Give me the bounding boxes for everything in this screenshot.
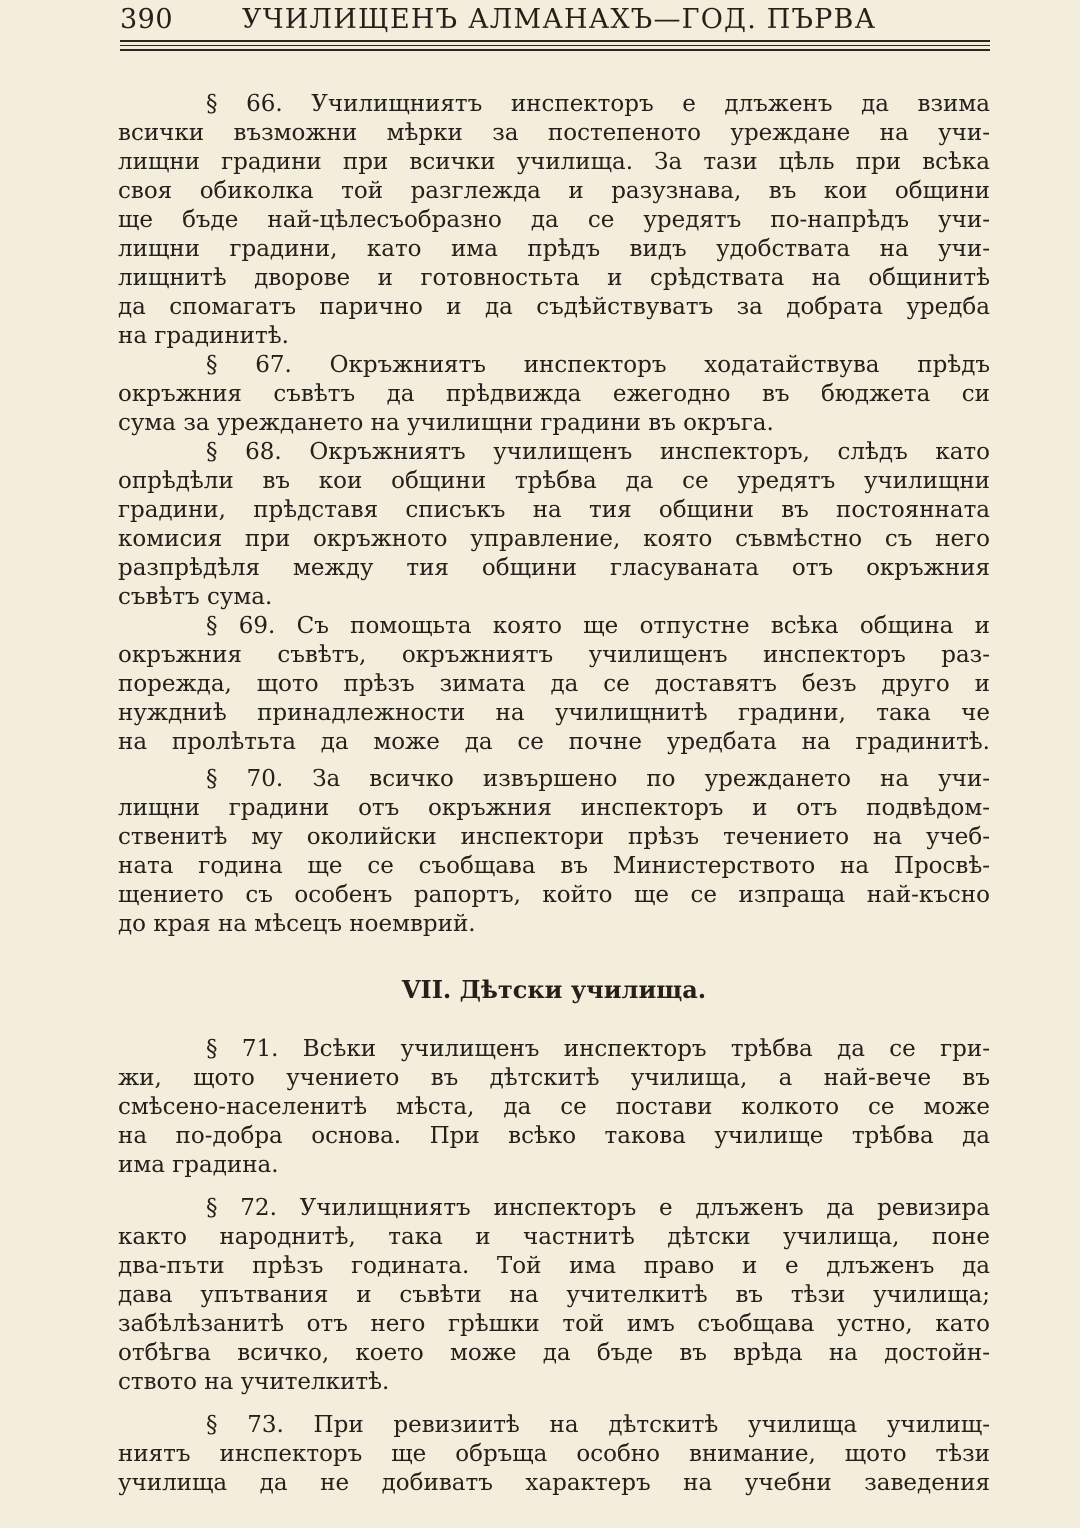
text-line: жи, щото учението въ дѣтскитѣ училища, а най-вече въ [118,1065,990,1091]
text-line: до края на мѣсецъ ноемврий. [118,911,476,937]
text-line: § 67. Окръжниятъ инспекторъ ходатайствува прѣдъ [206,352,990,378]
text-line: § 70. За всичко извършено по уреждането на учи- [206,766,990,792]
paragraph-72 [118,1194,990,1397]
text-line: отбѣгва всичко, което може да бъде въ врѣда на достойн- [118,1340,990,1366]
text-line: лищни градини отъ окръжния инспекторъ и отъ подвѣдом- [118,795,990,821]
paragraph-68 [118,438,990,612]
spacer [118,1005,990,1035]
header-rule-thin [120,45,990,46]
text-line: сума за уреждането на училищни градини въ окръга. [118,410,774,436]
text-line: всички възможни мѣрки за постепеното уреждане на учи- [118,120,990,146]
page-header [120,2,988,42]
paragraph-71 [118,1035,990,1180]
text-line: окръжния съвѣтъ да прѣдвижда ежегодно въ бюджета си [118,381,990,407]
text-line: да спомагатъ парично и да съдѣйствуватъ за добрата уредба [118,294,990,320]
text-line: лищнитѣ дворове и готовностьта и срѣдствата на общинитѣ [118,265,990,291]
section-heading: VII. Дѣтски училища. [401,975,707,1004]
text-line: ството на учителкитѣ. [118,1369,390,1395]
text-line: § 68. Окръжниятъ училищенъ инспекторъ, слѣдъ като [206,439,990,465]
text-line: както народнитѣ, така и частнитѣ дѣтски училища, поне [118,1224,990,1250]
text-line: има градина. [118,1152,279,1178]
text-line: опрѣдѣли въ кои общини трѣбва да се уредятъ училищни [118,468,990,494]
running-head: УЧИЛИЩЕНЪ АЛМАНАХЪ—ГОД. ПЪРВА [242,4,877,35]
text-line: смѣсено-населенитѣ мѣста, да се постави колкото се може [118,1094,990,1120]
header-rule [120,40,990,42]
paragraph-69 [118,612,990,757]
page-number: 390 [120,4,174,35]
text-line: на градинитѣ. [118,323,289,349]
text-line: градини, прѣдставя списъкъ на тия общини въ постоянната [118,497,990,523]
text-line: своя обиколка той разглежда и разузнава, въ кои общини [118,178,990,204]
text-line: § 69. Съ помощьта която ще отпустне всѣка община и [206,613,990,639]
paragraph-73 [118,1411,990,1498]
text-line: ще бъде най-цѣлесъобразно да се уредятъ по-напрѣдъ учи- [118,207,990,233]
text-line: на по-добра основа. При всѣко такова училище трѣбва да [118,1123,990,1149]
text-line: § 66. Училищниятъ инспекторъ е длъженъ да взима [206,91,990,117]
paragraph-67 [118,351,990,438]
text-line: щението съ особенъ рапортъ, който ще се изпраща най-късно [118,882,990,908]
text-line: забѣлѣзанитѣ отъ него грѣшки той имъ съобщава устно, като [118,1311,990,1337]
text-line: ственитѣ му околийски инспектори прѣзъ течението на учеб- [118,824,990,850]
text-line: два-пъти прѣзъ годината. Той има право и е длъженъ да [118,1253,990,1279]
paragraph-70 [118,765,990,939]
text-line: порежда, щото прѣзъ зимата да се доставятъ безъ друго и [118,671,990,697]
spacer [118,1180,990,1194]
paragraph-66 [118,90,990,351]
text-line: нуждниѣ принадлежности на училищнитѣ градини, така че [118,700,990,726]
text-line: съвѣтъ сума. [118,584,273,610]
body-text [118,90,990,1498]
spacer [118,757,990,765]
spacer [118,939,990,975]
text-line: § 73. При ревизиитѣ на дѣтскитѣ училища училищ- [206,1412,990,1438]
header-rule-bottom [120,49,990,51]
text-line: ната година ще се съобщава въ Министерството на Просвѣ- [118,853,990,879]
text-line: ниятъ инспекторъ ще обръща особно внимание, щото тѣзи [118,1441,990,1467]
text-line: лищни градини, като има прѣдъ видъ удобствата на учи- [118,236,990,262]
text-line: окръжния съвѣтъ, окръжниятъ училищенъ инспекторъ раз- [118,642,990,668]
text-line: лищни градини при всички училища. За тази цѣль при всѣка [118,149,990,175]
text-line: училища да не добиватъ характеръ на учебни заведения [118,1470,990,1496]
spacer [118,1397,990,1411]
text-line: § 72. Училищниятъ инспекторъ е длъженъ да ревизира [206,1195,990,1221]
text-line: комисия при окръжното управление, която съвмѣстно съ него [118,526,990,552]
text-line: разпрѣдѣля между тия общини гласуваната отъ окръжния [118,555,990,581]
text-line: § 71. Всѣки училищенъ инспекторъ трѣбва да се гри- [206,1036,990,1062]
text-line: дава упътвания и съвѣти на учителкитѣ въ тѣзи училища; [118,1282,990,1308]
text-line: на пролѣтьта да може да се почне уредбата на градинитѣ. [118,729,990,755]
